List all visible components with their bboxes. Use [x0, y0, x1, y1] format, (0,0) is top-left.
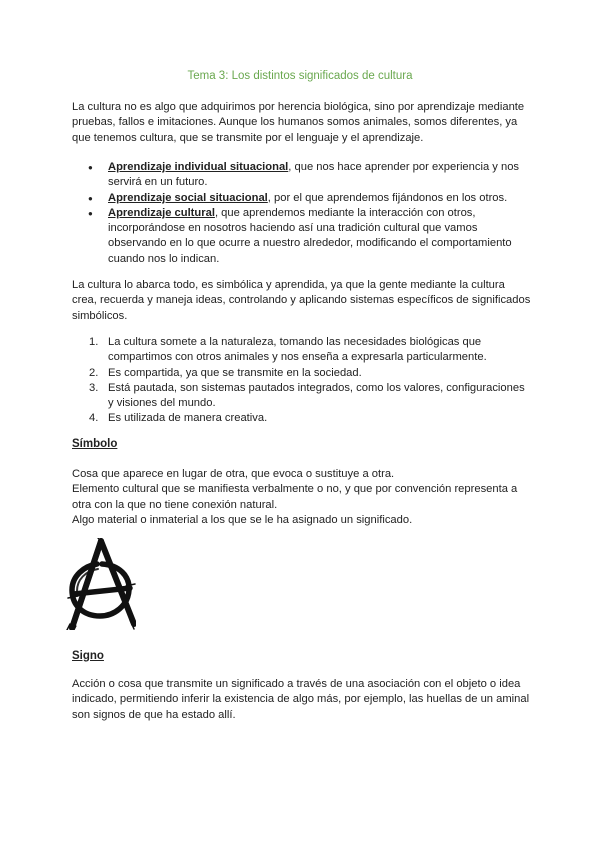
anarchy-symbol-icon — [64, 538, 136, 630]
list-item-number: 1. — [89, 336, 99, 348]
symbol-line: Cosa que aparece en lugar de otra, que evoca o sustituye a otra. — [72, 468, 395, 480]
list-item-text: Es compartida, ya que se transmite en la sociedad. — [108, 366, 362, 379]
symbol-heading: Símbolo — [72, 438, 118, 450]
list-item-term: Aprendizaje cultural — [108, 206, 215, 219]
list-item — [72, 335, 532, 366]
list-item-number: 2. — [89, 366, 99, 379]
culture-points-list — [72, 335, 532, 427]
page-title: Tema 3: Los distintos significados de cultura — [187, 70, 413, 82]
list-item — [72, 191, 532, 206]
sign-definition: Acción o cosa que transmite un significado a través de una asociación con el objeto o idea indicado, permitiendo inferir la existencia de algo más, por ejemplo, las huellas de un aminal son signos de que ha estado allí. — [72, 678, 530, 721]
intro-paragraph: La cultura no es algo que adquirimos por herencia biológica, sino por aprendizaje mediante pruebas, fallos e imitaciones. Aunque los humanos somos animales, somos diferentes, ya que tenemos cultura, que se transmite por el lenguaje y el aprendizaje. — [72, 101, 525, 144]
list-item-text: , por el que aprendemos fijándonos en los otros. — [267, 191, 508, 204]
list-item — [72, 411, 532, 426]
list-item-text: , que nos hace aprender por experiencia y nos servirá en un futuro. — [108, 161, 520, 189]
list-item — [72, 206, 532, 267]
culture-paragraph: La cultura lo abarca todo, es simbólica y aprendida, ya que la gente mediante la cultura crea, recuerda y maneja ideas, controlando y aplicando sistemas específicos de significados simbólicos. — [72, 279, 531, 322]
list-item-term: Aprendizaje social situacional — [108, 191, 268, 204]
sign-heading: Signo — [72, 650, 104, 662]
list-item-term: Aprendizaje individual situacional — [108, 161, 289, 173]
learning-types-list — [72, 160, 532, 267]
list-item — [72, 160, 532, 191]
symbol-line: Elemento cultural que se manifiesta verbalmente o no, y que por convención representa a otra con la que no tiene conexión natural. — [72, 483, 518, 511]
symbol-line: Algo material o inmaterial a los que se le ha asignado un significado. — [72, 513, 413, 526]
list-item-text: Está pautada, son sistemas pautados integrados, como los valores, configuraciones y visiones del mundo. — [108, 381, 525, 410]
list-item-number: 3. — [89, 381, 99, 394]
list-item-text: , que aprendemos mediante la interacción con otros, incorporándose en nosotros haciendo así una tradición cultural que vamos observando en lo que ocurre a nuestro alrededor, modificando el comportamiento cuando nos lo indican. — [108, 206, 512, 265]
list-item-text: La cultura somete a la naturaleza, tomando las necesidades biológicas que compartimos con otros animales y nos enseña a expresarla particularmente. — [108, 336, 487, 364]
list-item-text: Es utilizada de manera creativa. — [108, 412, 268, 425]
symbol-definition — [72, 467, 532, 528]
list-item — [72, 381, 532, 412]
list-item — [72, 366, 532, 381]
list-item-number: 4. — [89, 412, 99, 425]
